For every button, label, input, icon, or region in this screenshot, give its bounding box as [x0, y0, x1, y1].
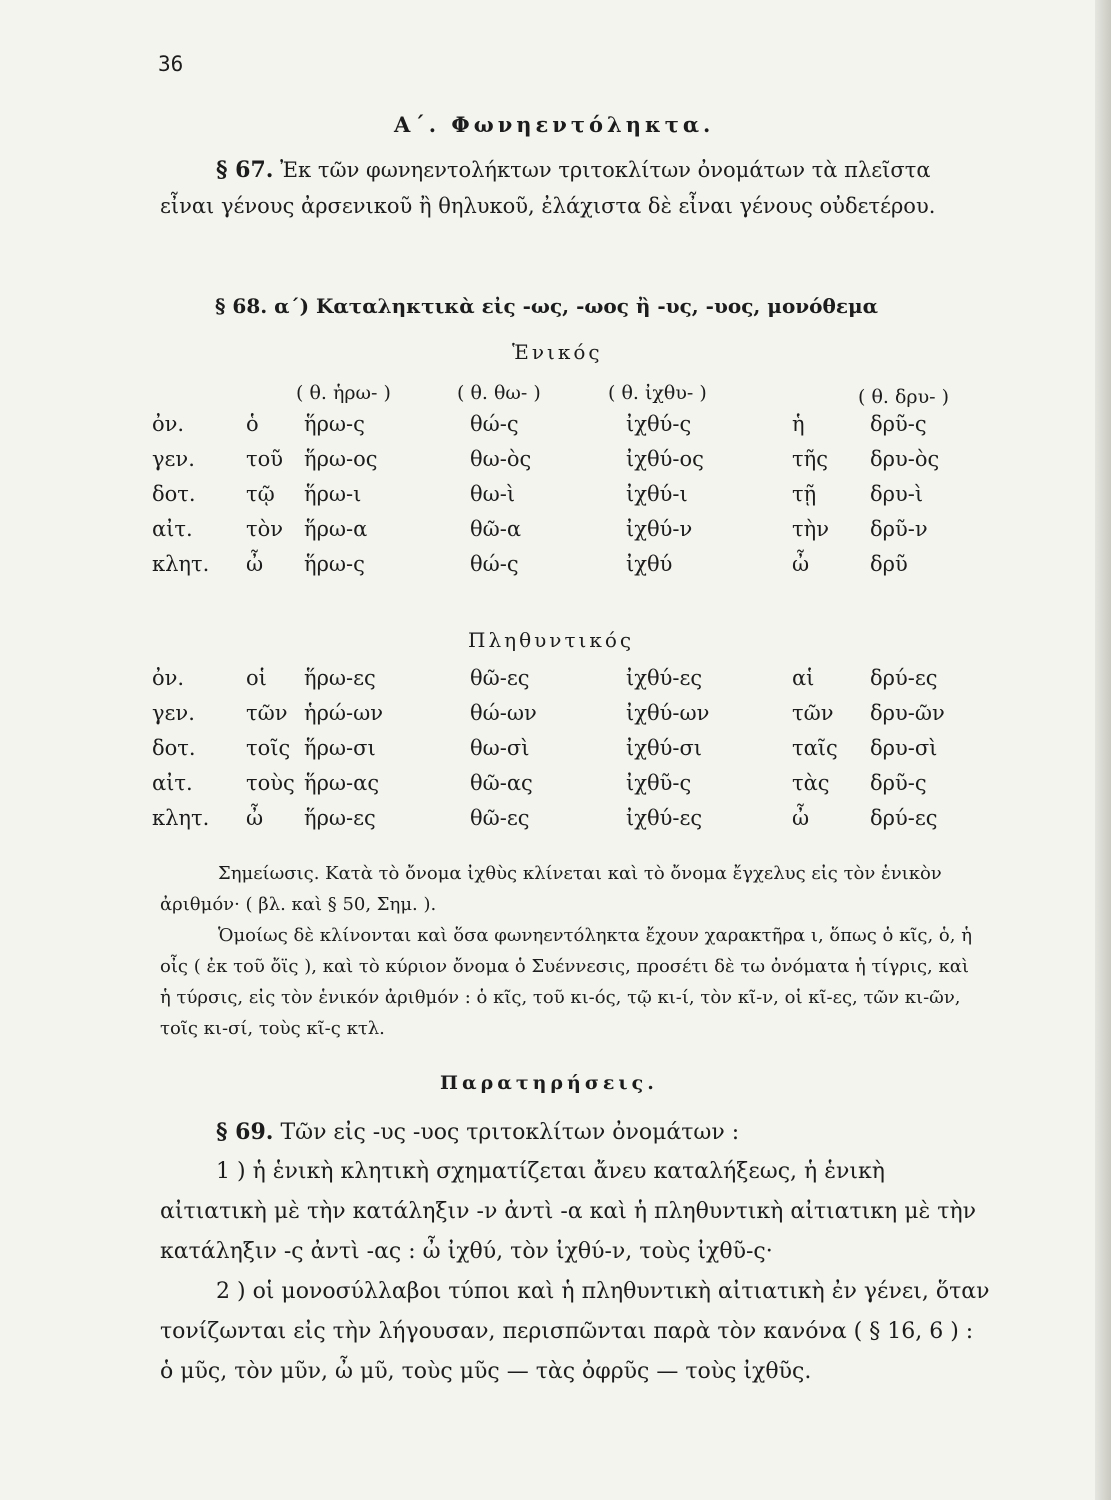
plural-form-tho: θῶ-ας: [470, 771, 533, 795]
plural-form-hero: ἡρώ-ων: [304, 701, 384, 725]
singular-form-hero: ἥρω-ι: [304, 482, 362, 506]
singular-form-dry: δρῦ-ν: [870, 517, 928, 541]
plural-article-fem: ὦ: [792, 806, 810, 830]
stem-dry: ( θ. δρυ- ): [858, 386, 950, 408]
plural-form-dry: δρύ-ες: [870, 666, 938, 690]
singular-form-tho: θῶ-α: [470, 517, 522, 541]
note-1: Σημείωσις. Κατὰ τὸ ὄνομα ἰχθὺς κλίνεται καὶ τὸ ὄνομα ἔγχελυς εἰς τὸν ἑνικὸν ἀριθμόν· ( βλ. καὶ § 50, Σημ. ).: [160, 863, 942, 915]
stem-hero: ( θ. ἡρω- ): [296, 382, 391, 404]
plural-article: τῶν: [246, 701, 288, 725]
section-number: § 67.: [216, 157, 274, 183]
plural-form-hero: ἥρω-ες: [304, 666, 376, 690]
plural-form-tho: θῶ-ες: [470, 666, 530, 690]
plural-case-label: αἰτ.: [152, 771, 193, 795]
singular-article: τοῦ: [246, 447, 284, 471]
plural-form-hero: ἥρω-ες: [304, 806, 376, 830]
singular-case-label: ὀν.: [152, 412, 185, 436]
singular-form-dry: δρυ-ὶ: [870, 482, 924, 506]
singular-article-fem: τῆς: [792, 447, 828, 471]
singular-article-fem: τῇ: [792, 482, 817, 506]
paragraph-69-item-1: 1 ) ἡ ἑνικὴ κλητικὴ σχηματίζεται ἄνευ καταλήξεως, ἡ ἑνικὴ αἰτιατικὴ μὲ τὴν κατάληξιν -ν ἀντὶ -α καὶ ἡ πληθυντικὴ αἰτιατικη μὲ τὴν κατάληξιν -ς ἀντὶ -ας : ὦ ἰχθύ, τὸν ἰχθύ-ν, τοὺς ἰχθῦ-ς·: [160, 1159, 977, 1264]
plural-form-tho: θῶ-ες: [470, 806, 530, 830]
section-title: Α΄. Φωνηεντόληκτα.: [394, 112, 715, 137]
paragraph-text: Ἐκ τῶν φωνηεντολήκτων τριτοκλίτων ὀνομάτων τὰ πλεῖστα εἶναι γένους ἀρσενικοῦ ἢ θηλυκοῦ, ἐλάχιστα δὲ εἶναι γένους οὐδετέρου.: [160, 158, 936, 218]
singular-case-label: κλητ.: [152, 552, 210, 576]
singular-form-dry: δρυ-ὸς: [870, 447, 940, 471]
plural-form-ichthy: ἰχθῦ-ς: [626, 771, 692, 795]
paragraph-67: [160, 152, 980, 224]
paragraph-69-text: Τῶν εἰς -υς -υος τριτοκλίτων ὀνομάτων :: [280, 1120, 740, 1145]
singular-form-ichthy: ἰχθύ: [626, 552, 673, 576]
paragraph-68-heading: § 68. α΄) Καταληκτικὰ εἰς -ως, -ωος ἢ -υς, -υος, μονόθεμα: [215, 294, 879, 318]
plural-article: τοὺς: [246, 771, 295, 795]
singular-article-fem: ὦ: [792, 552, 810, 576]
plural-case-label: δοτ.: [152, 736, 196, 760]
plural-article: οἱ: [246, 666, 267, 690]
stem-tho: ( θ. θω- ): [457, 382, 541, 404]
singular-case-label: αἰτ.: [152, 517, 193, 541]
plural-form-hero: ἥρω-ας: [304, 771, 380, 795]
singular-article: ὁ: [246, 412, 259, 436]
plural-form-tho: θω-σὶ: [470, 736, 530, 760]
plural-case-label: ὀν.: [152, 666, 185, 690]
singular-form-hero: ἥρω-ς: [304, 412, 365, 436]
plural-article: τοῖς: [246, 736, 291, 760]
note-2: Ὁμοίως δὲ κλίνονται καὶ ὅσα φωνηεντόληκτα ἔχουν χαρακτῆρα ι, ὅπως ὁ κῖς, ὁ, ἡ οἶς ( ἐκ τοῦ ὄϊς ), καὶ τὸ κύριον ὄνομα ὁ Συέννεσις, προσέτι δὲ τω ὀνόματα ἡ τίγρις, καὶ ἡ τύρσις, εἰς τὸν ἑνικόν ἀριθμόν : ὁ κῖς, τοῦ κι-ός, τῷ κι-ί, τὸν κῖ-ν, οἱ κῖ-ες, τῶν κι-ῶν, τοῖς κι-σί, τοὺς κῖ-ς κτλ.: [160, 925, 972, 1039]
singular-case-label: δοτ.: [152, 482, 196, 506]
singular-article: ὦ: [246, 552, 264, 576]
paragraph-69-lead: [160, 1112, 990, 1153]
plural-label: Πληθυντικός: [468, 628, 635, 652]
singular-case-label: γεν.: [152, 447, 195, 471]
singular-form-tho: θω-ὸς: [470, 447, 532, 471]
singular-article-fem: ἡ: [792, 412, 805, 436]
singular-article: τῷ: [246, 482, 275, 506]
singular-form-dry: δρῦ-ς: [870, 412, 927, 436]
singular-form-ichthy: ἰχθύ-ι: [626, 482, 688, 506]
singular-form-ichthy: ἰχθύ-ς: [626, 412, 692, 436]
singular-form-ichthy: ἰχθύ-ν: [626, 517, 693, 541]
plural-article-fem: τὰς: [792, 771, 830, 795]
plural-form-ichthy: ἰχθύ-ων: [626, 701, 710, 725]
page-edge: [1095, 0, 1111, 1500]
plural-case-label: κλητ.: [152, 806, 210, 830]
plural-form-dry: δρυ-σὶ: [870, 736, 938, 760]
page-number: 36: [158, 52, 184, 76]
plural-article-fem: αἱ: [792, 666, 815, 690]
plural-form-tho: θώ-ων: [470, 701, 537, 725]
singular-form-tho: θω-ὶ: [470, 482, 516, 506]
singular-article: τὸν: [246, 517, 284, 541]
plural-form-dry: δρυ-ῶν: [870, 701, 945, 725]
section-number-69: § 69.: [216, 1119, 274, 1145]
plural-article: ὦ: [246, 806, 264, 830]
plural-form-dry: δρύ-ες: [870, 806, 938, 830]
plural-form-dry: δρῦ-ς: [870, 771, 927, 795]
singular-form-hero: ἥρω-ς: [304, 552, 365, 576]
singular-article-fem: τὴν: [792, 517, 829, 541]
singular-form-hero: ἥρω-α: [304, 517, 368, 541]
plural-case-label: γεν.: [152, 701, 195, 725]
singular-form-tho: θώ-ς: [470, 552, 519, 576]
singular-form-dry: δρῦ: [870, 552, 908, 576]
observations-title: Παρατηρήσεις.: [440, 1072, 658, 1094]
stem-ichthy: ( θ. ἰχθυ- ): [608, 382, 707, 404]
plural-form-ichthy: ἰχθύ-σι: [626, 736, 703, 760]
paragraph-69-item-2: 2 ) οἱ μονοσύλλαβοι τύποι καὶ ἡ πληθυντικὴ αἰτιατικὴ ἐν γένει, ὅταν τονίζωνται εἰς τὴν λήγουσαν, περισπῶνται παρὰ τὸν κανόνα ( § 16, 6 ) : ὁ μῦς, τὸν μῦν, ὦ μῦ, τοὺς μῦς — τὰς ὀφρῦς — τοὺς ἰχθῦς.: [160, 1279, 990, 1384]
singular-form-tho: θώ-ς: [470, 412, 519, 436]
singular-form-hero: ἥρω-ος: [304, 447, 378, 471]
singular-label: Ἑνικός: [512, 340, 603, 364]
plural-form-hero: ἥρω-σι: [304, 736, 376, 760]
plural-form-ichthy: ἰχθύ-ες: [626, 666, 703, 690]
plural-article-fem: τῶν: [792, 701, 834, 725]
singular-form-ichthy: ἰχθύ-ος: [626, 447, 704, 471]
plural-article-fem: ταῖς: [792, 736, 838, 760]
plural-form-ichthy: ἰχθύ-ες: [626, 806, 703, 830]
